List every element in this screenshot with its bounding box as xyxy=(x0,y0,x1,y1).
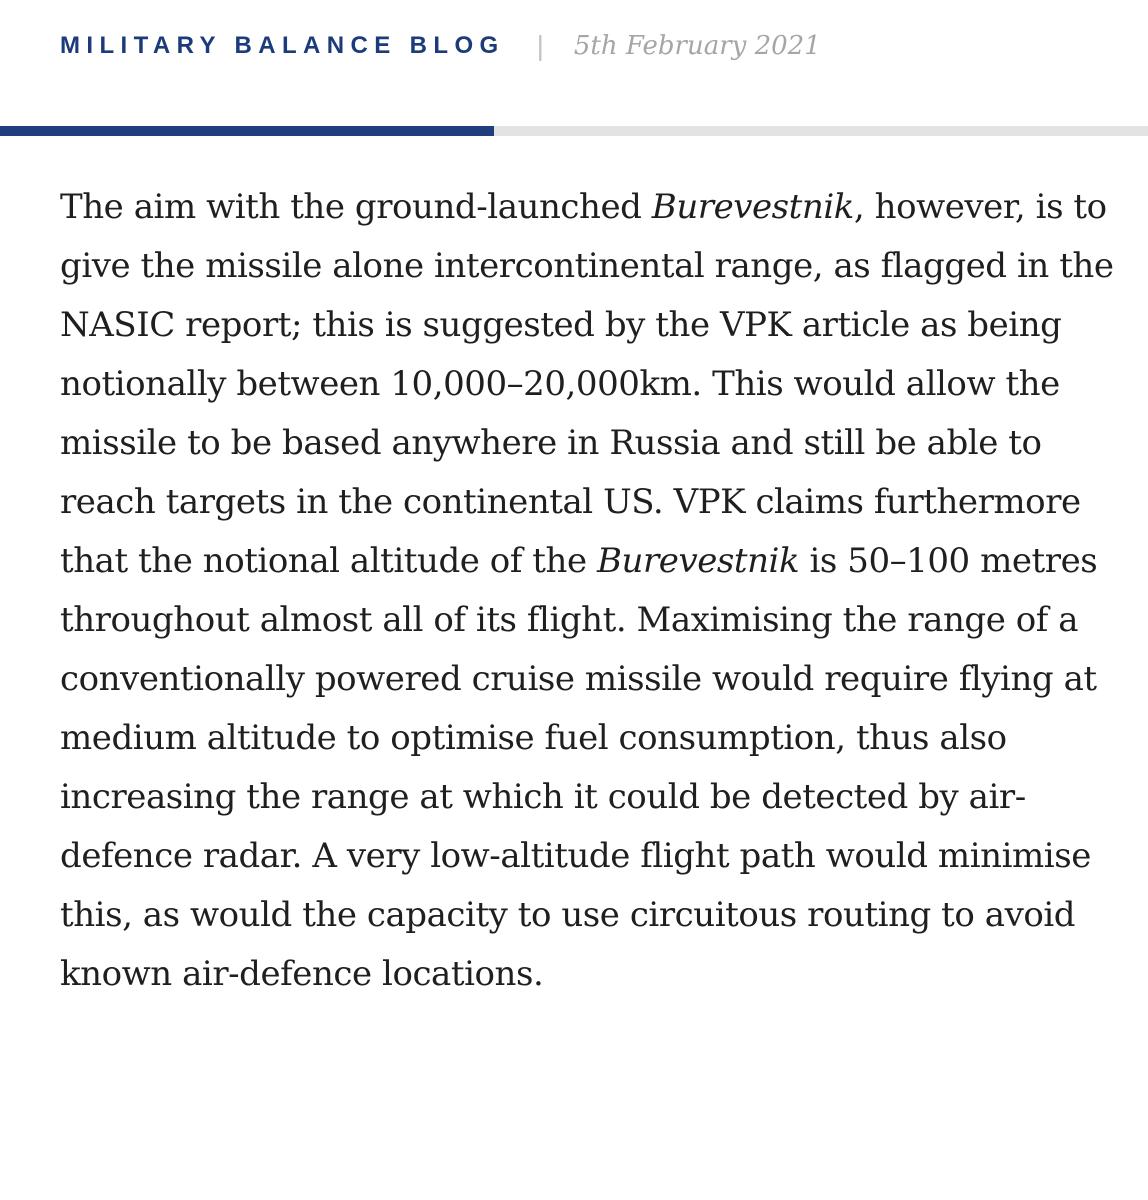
header-separator: | xyxy=(536,30,544,61)
article-missile-name: Burevestnik xyxy=(597,541,800,581)
article-missile-name: Burevestnik xyxy=(651,187,854,227)
article-paragraph xyxy=(60,178,1145,1004)
post-date: 5th February 2021 xyxy=(573,31,821,61)
article-text: is 50–100 metres throughout almost all of its flight. Maximising the range of a conventionally powered cruise missile would require flying at medium altitude to optimise fuel consumption, thus also increasing the range at which it could be detected by air-defence radar. A very low-altitude flight path would minimise this, as would the capacity to use circuitous routing to avoid known air-defence locations. xyxy=(60,541,1098,994)
reading-progress-fill xyxy=(0,126,494,136)
reading-progress-bar xyxy=(0,126,1148,136)
blog-title-link[interactable]: MILITARY BALANCE BLOG xyxy=(60,32,505,59)
article-text: The aim with the ground-launched xyxy=(60,187,652,227)
blog-header xyxy=(60,24,821,68)
article-text: , however, is to give the missile alone intercontinental range, as flagged in the NASIC report; this is suggested by the VPK article as being notionally between 10,000–20,000km. This would allow the missile to be based anywhere in Russia and still be able to reach targets in the continental US. VPK claims furthermore that the notional altitude of the xyxy=(60,187,1114,581)
